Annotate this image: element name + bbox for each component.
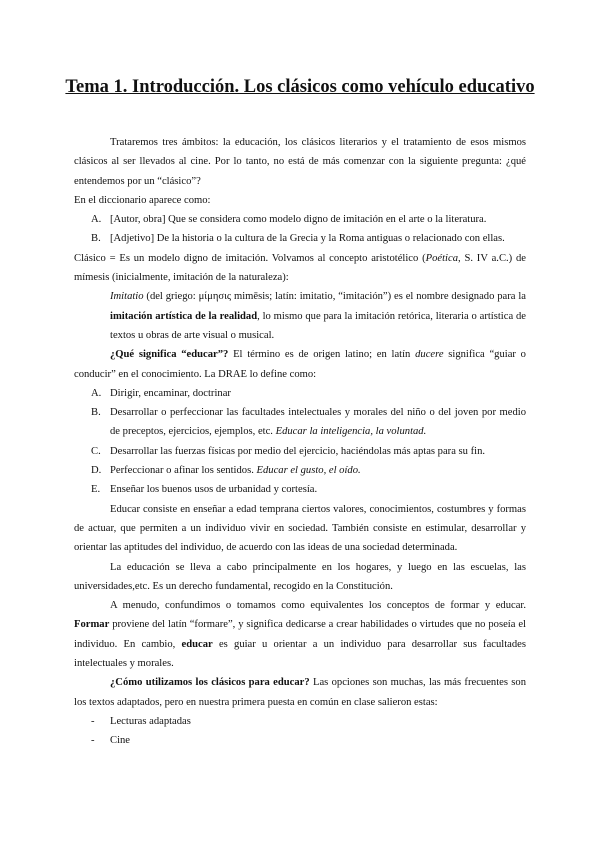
imitatio-paragraph: Imitatio (del griego: μίμησις mimēsis; latín: imitatio, “imitación”) es el nombre designado para la imitación artística de la realidad, lo mismo que para la imitación retórica, literaria o artística de textos u obras de arte visual o musical. [110,291,526,341]
list-item [74,210,526,229]
educar-bold: educar [181,638,213,650]
educar-question: ¿Qué significa “educar”? [110,349,229,361]
educar-question-paragraph: ¿Qué significa “educar”? El término es de origen latino; en latín ducere significa “guiar o conducir” en el conocimiento. La DRAE lo define como: [74,349,526,380]
educar-definitions [74,384,526,500]
paragraph-educar-consiste: Educar consiste en enseñar a edad temprana ciertos valores, conocimientos, costumbres y formas de actuar, que permiten a un individuo vivir en sociedad. También consiste en estimular, desarrollar y orientar las aptitudes del individuo, de acuerdo con las ideas de una sociedad determinada. [74,503,526,554]
list-item-text: [Autor, obra] Que se considera como modelo digno de imitación en el arte o la literatura. [110,214,487,226]
list-item: B. Desarrollar o perfeccionar las facultades intelectuales y morales del niño o del joven por medio de preceptos, ejercicios, ejemplos, etc. Educar la inteligencia, la voluntad. [91,407,526,438]
intro-paragraph: Trataremos tres ámbitos: la educación, los clásicos literarios y el tratamiento de esos mismos clásicos al ser llevados al cine. Por lo tanto, no está de más comenzar con la siguiente pregunta: ¿qué entendemos por un “clásico”? [74,137,526,187]
list-item-text: [Adjetivo] De la historia o la cultura de la Grecia y la Roma antiguas o relacionado con ellas. [110,233,505,245]
list-item [74,229,526,248]
imitatio-bold: imitación artística de la realidad [110,310,258,322]
clasico-equation: Clásico = Es un modelo digno de imitación. Volvamos al concepto aristotélico (Poética, S. IV a.C.) de mímesis (inicialmente, imitación de la naturaleza): [74,252,526,284]
list-marker: A. [91,214,102,226]
imitatio-word: Imitatio [110,291,144,303]
list-marker: B. [91,233,101,245]
formar-bold: Formar [74,619,110,631]
options-list [74,712,526,751]
document-body [74,133,526,751]
paragraph-educacion-hogares: La educación se lleva a cabo principalmente en los hogares, y luego en las escuelas, las universidades,etc. Es un derecho fundamental, recogido en la Constitución. [74,561,526,592]
clasico-definitions [74,210,526,249]
list-item: C. Desarrollar las fuerzas físicas por medio del ejercicio, haciéndolas más aptas para su fin. [91,445,486,457]
list-item: D. Perfeccionar o afinar los sentidos. Educar el gusto, el oído. [91,465,361,477]
ducere-italic: ducere [415,349,444,361]
como-question: ¿Cómo utilizamos los clásicos para educar? [110,677,310,689]
list-item: - Lecturas adaptadas [91,715,191,727]
paragraph-formar-educar: A menudo, confundimos o tomamos como equivalentes los conceptos de formar y educar. Formar proviene del latín “formare”, y significa dedicarse a crear habilidades o virtudes que no poseía el individuo. En cambio, educar es guiar u orientar a un individuo para desarrollar sus facultades intelectuales y morales. [74,600,526,670]
list-item: - Cine [91,735,131,747]
dictionary-intro: En el diccionario aparece como: [74,194,211,206]
paragraph-como-utilizamos: ¿Cómo utilizamos los clásicos para educar? Las opciones son muchas, las más frecuentes son los textos adaptados, pero en nuestra primera puesta en común en clase salieron estas: [74,677,526,708]
poetica-italic: Poética [425,252,458,264]
document-title: Tema 1. Introducción. Los clásicos como vehículo educativo [65,77,535,97]
list-item: E. Enseñar los buenos usos de urbanidad y cortesía. [91,484,318,496]
list-item: A. Dirigir, encaminar, doctrinar [91,387,231,399]
